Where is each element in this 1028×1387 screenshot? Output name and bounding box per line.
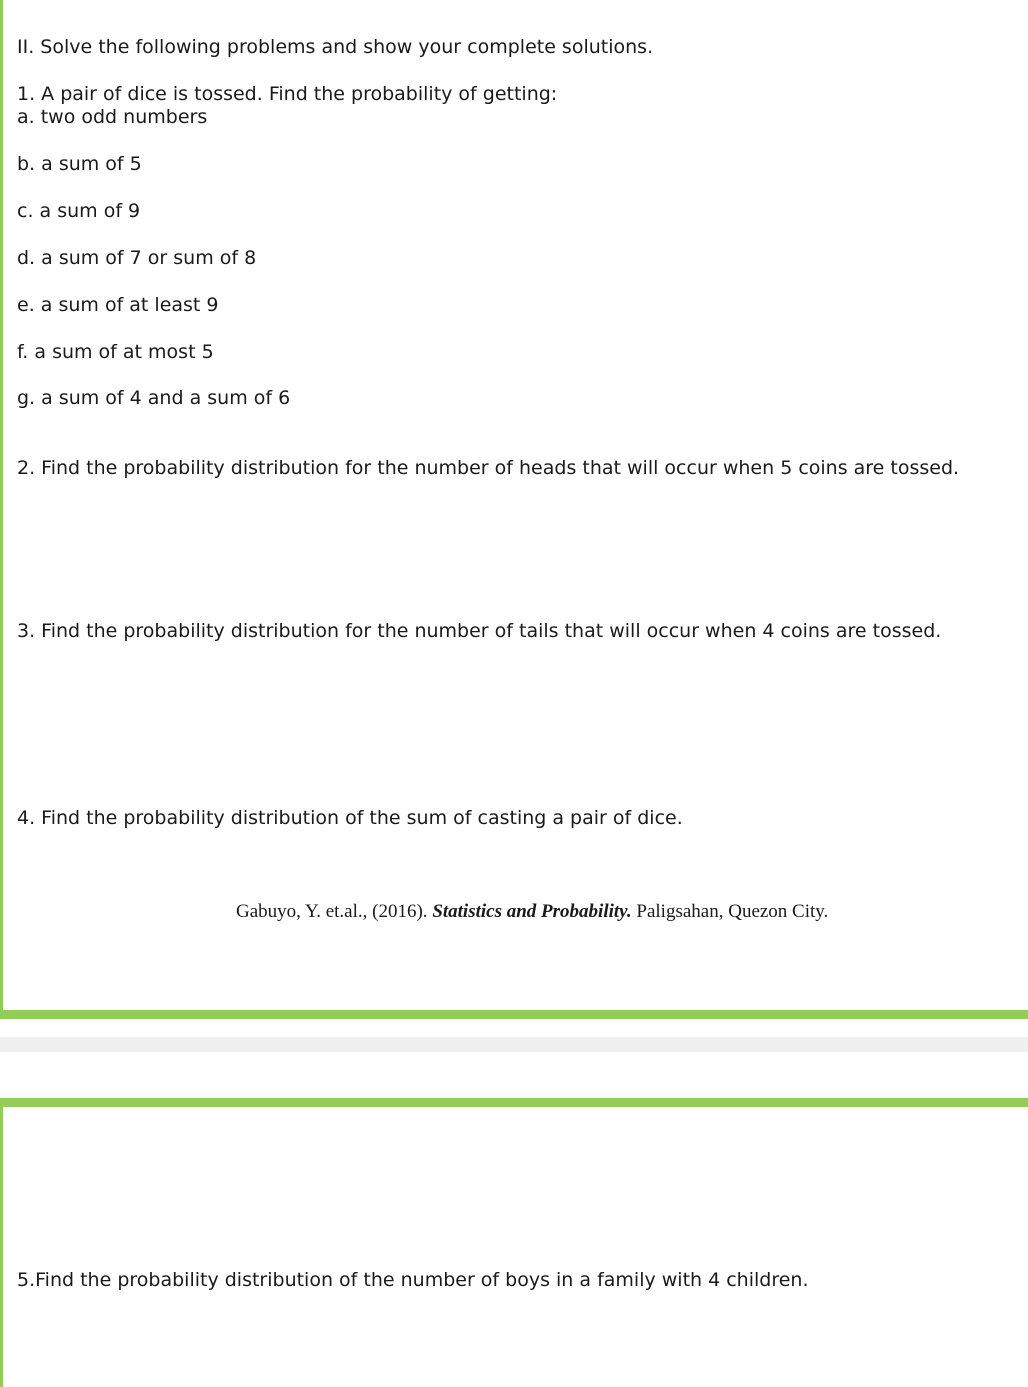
problem-4: 4. Find the probability distribution of the sum of casting a pair of dice. bbox=[17, 807, 683, 829]
problem-1-item-b: b. a sum of 5 bbox=[17, 153, 142, 175]
citation-publisher: Paligsahan, Quezon City. bbox=[636, 901, 829, 922]
reference-citation bbox=[236, 900, 828, 924]
problem-1-prompt: 1. A pair of dice is tossed. Find the probability of getting: bbox=[17, 83, 558, 105]
problem-1-item-d: d. a sum of 7 or sum of 8 bbox=[17, 247, 257, 269]
problem-1-item-e: e. a sum of at least 9 bbox=[17, 294, 219, 316]
problem-2: 2. Find the probability distribution for the number of heads that will occur when 5 coins are tossed. bbox=[17, 457, 960, 479]
panel-divider-bar bbox=[0, 1010, 1028, 1019]
problem-1-item-a: a. two odd numbers bbox=[17, 106, 208, 128]
problem-5: 5.Find the probability distribution of the number of boys in a family with 4 children. bbox=[17, 1269, 809, 1291]
problem-1-item-c: c. a sum of 9 bbox=[17, 200, 141, 222]
worksheet-panel-bottom bbox=[0, 1098, 1028, 1387]
problem-1-item-f: f. a sum of at most 5 bbox=[17, 341, 214, 363]
section-instruction: II. Solve the following problems and show your complete solutions. bbox=[17, 36, 654, 58]
panel-divider-bar bbox=[0, 1098, 1028, 1107]
problem-3: 3. Find the probability distribution for the number of tails that will occur when 4 coins are tossed. bbox=[17, 620, 942, 642]
problem-1-item-g: g. a sum of 4 and a sum of 6 bbox=[17, 387, 291, 409]
citation-title: Statistics and Probability. bbox=[432, 901, 632, 922]
panel-gap-band bbox=[0, 1037, 1028, 1052]
citation-authors: Gabuyo, Y. et.al., (2016). bbox=[236, 901, 428, 922]
